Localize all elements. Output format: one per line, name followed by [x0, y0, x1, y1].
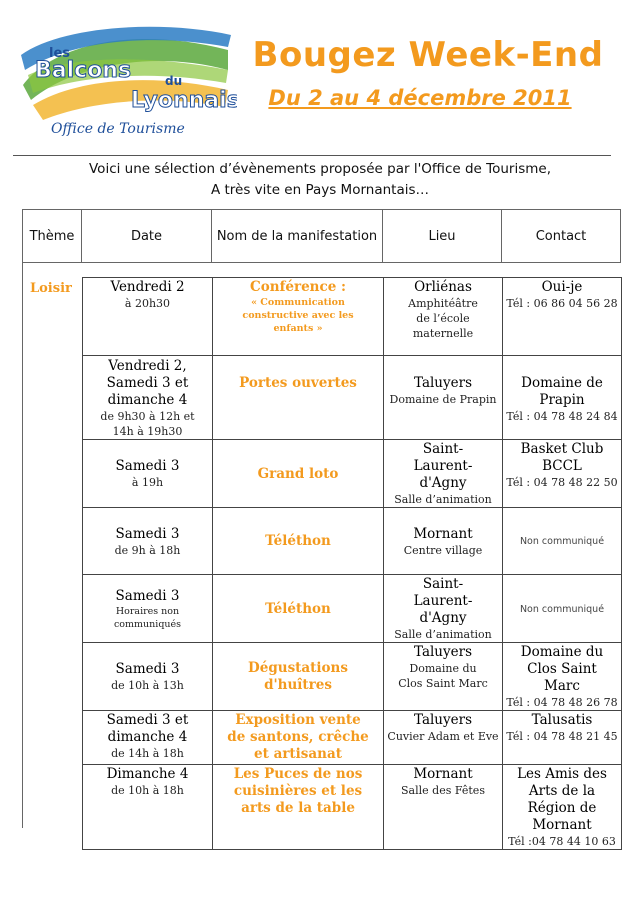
event-name: Exposition vente de santons, crêche et artisanat	[227, 712, 369, 762]
date-main: Samedi 3 et dimanche 4	[106, 712, 189, 745]
lieu-main: Taluyers	[413, 644, 472, 660]
table-row	[83, 575, 622, 643]
table-row	[83, 643, 622, 711]
logo-text-les: les	[49, 46, 71, 61]
lieu-main: Saint-Laurent-d'Agny	[413, 441, 473, 491]
theme-column	[22, 263, 82, 828]
office-tourisme-logo	[13, 15, 237, 143]
date-main: Dimanche 4	[106, 766, 189, 782]
table-row	[83, 765, 622, 850]
logo-text-office: Office de Tourisme	[51, 121, 185, 137]
contact-detail: Tél : 04 78 48 24 84	[506, 410, 618, 423]
event-name: Dégustations d'huîtres	[248, 660, 348, 693]
lieu-main: Taluyers	[413, 375, 472, 391]
event-name: Les Puces de nos cuisinières et les arts de la table	[233, 766, 363, 816]
date-detail: de 9h30 à 12h et 14h à 19h30	[100, 409, 195, 438]
event-name: Téléthon	[265, 533, 331, 549]
event-name: Conférence :	[250, 279, 346, 295]
contact-main: Oui-je	[541, 279, 583, 295]
divider	[13, 155, 611, 156]
col-header-lieu: Lieu	[383, 210, 502, 263]
lieu-detail: Amphitéâtre de l’école maternelle	[408, 297, 478, 340]
col-header-name: Nom de la manifestation	[212, 210, 383, 263]
lieu-detail: Domaine de Prapin	[389, 393, 497, 406]
contact-main: Domaine de Prapin	[521, 375, 603, 408]
table-row	[83, 278, 622, 356]
lieu-detail: Salle d’animation	[394, 493, 492, 506]
contact-detail: Tél : 04 78 48 21 45	[506, 730, 618, 743]
event-detail: « Communication constructive avec les enfants »	[242, 297, 354, 334]
contact-main: Domaine du Clos Saint Marc	[520, 644, 604, 694]
date-detail: de 10h à 18h	[111, 784, 184, 797]
contact-detail: Non communiqué	[519, 536, 605, 547]
table-row	[83, 356, 622, 440]
lieu-detail: Domaine du Clos Saint Marc	[398, 662, 488, 690]
table-row	[83, 711, 622, 765]
contact-main: Basket Club BCCL	[520, 441, 604, 474]
contact-detail: Tél : 04 78 48 22 50	[506, 476, 618, 489]
date-main: Vendredi 2, Samedi 3 et dimanche 4	[106, 357, 189, 408]
date-main: Samedi 3	[115, 525, 180, 542]
page-title: Bougez Week-End	[252, 35, 604, 75]
logo-text-du: du	[165, 74, 183, 88]
date-detail: à 20h30	[124, 297, 171, 310]
date-detail: de 14h à 18h	[111, 747, 184, 760]
contact-detail: Tél : 06 86 04 56 28	[506, 297, 618, 310]
lieu-main: Orliénas	[414, 279, 472, 295]
lieu-main: Mornant	[413, 766, 473, 782]
event-name: Portes ouvertes	[239, 375, 357, 391]
date-main: Vendredi 2	[110, 279, 185, 295]
lieu-detail: Salle d’animation	[394, 628, 492, 641]
contact-detail: Tél : 04 78 48 26 78	[506, 696, 618, 709]
events-table	[82, 277, 622, 850]
theme-loisir: Loisir	[30, 281, 72, 296]
intro-line-1: Voici une sélection d’évènements proposée par l'Office de Tourisme,	[89, 161, 551, 177]
lieu-detail: Cuvier Adam et Eve	[387, 730, 499, 743]
contact-main: Talusatis	[531, 712, 593, 728]
logo-text-lyonnais: Lyonnais	[131, 88, 237, 113]
date-detail: de 10h à 13h	[111, 679, 184, 692]
lieu-main: Taluyers	[413, 712, 472, 728]
event-name: Téléthon	[265, 600, 331, 617]
date-main: Samedi 3	[115, 661, 180, 677]
logo-text-balcons: Balcons	[35, 58, 132, 83]
date-detail: de 9h à 18h	[114, 543, 181, 557]
date-detail: à 19h	[131, 476, 164, 489]
intro-line-2: A très vite en Pays Mornantais…	[210, 182, 430, 198]
event-name: Grand loto	[257, 465, 339, 482]
lieu-detail: Centre village	[403, 543, 483, 557]
page-subtitle: Du 2 au 4 décembre 2011	[268, 86, 572, 110]
date-main: Samedi 3	[115, 587, 180, 604]
table-header	[22, 209, 621, 263]
col-header-date: Date	[82, 210, 212, 263]
contact-detail: Tél :04 78 44 10 63	[508, 835, 616, 848]
date-detail: Horaires non communiqués	[113, 605, 182, 630]
table-row	[83, 508, 622, 575]
lieu-main: Mornant	[413, 525, 473, 542]
col-header-contact: Contact	[502, 210, 621, 263]
col-header-theme: Thème	[23, 210, 82, 263]
contact-main: Les Amis des Arts de la Région de Mornant	[517, 766, 607, 833]
contact-detail: Non communiqué	[519, 603, 605, 615]
table-row	[83, 440, 622, 508]
lieu-detail: Salle des Fêtes	[401, 784, 485, 797]
lieu-main: Saint-Laurent-d'Agny	[413, 576, 473, 626]
date-main: Samedi 3	[115, 458, 180, 474]
